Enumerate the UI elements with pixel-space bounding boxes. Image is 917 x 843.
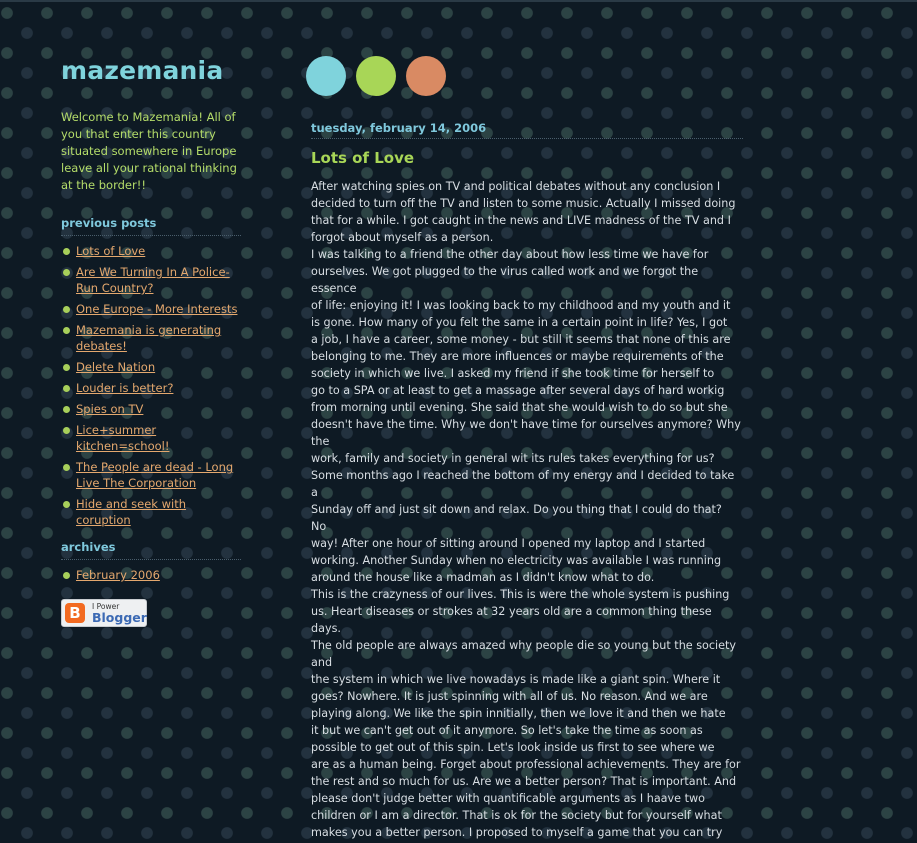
list-item bbox=[61, 496, 241, 528]
post-body-line: playing along. We like the spin innitially, then we love it and then we hate bbox=[311, 707, 726, 720]
post-body-line: of life: enjoying it! I was looking back to my childhood and my youth and it bbox=[311, 299, 731, 312]
post-body-line: the system in which we live nowadays is made like a giant spin. Where it bbox=[311, 673, 721, 686]
post-body-line: children or I am a director. That is ok for the society but for yourself what bbox=[311, 809, 722, 822]
bullet-icon bbox=[63, 364, 70, 371]
post-body-line: it but we can't get out of it anymore. So let's take the time as soon as bbox=[311, 724, 703, 737]
post-body-line: working. Another Sunday when no electricity was available I was running bbox=[311, 554, 722, 567]
bullet-icon bbox=[63, 306, 70, 313]
post-body-line: is gone. How many of you felt the same in a certain point in life? Yes, I got bbox=[311, 316, 728, 329]
post-title: Lots of Love bbox=[311, 149, 415, 167]
bullet-icon bbox=[63, 385, 70, 392]
post-body-line: us. Heart diseases or strokes at 32 years old are a common thing these bbox=[311, 605, 712, 618]
post-body-line: I was talking to a friend the other day about how less time we have for bbox=[311, 248, 709, 261]
previous-posts-heading: previous posts bbox=[61, 216, 241, 236]
previous-post-link[interactable]: Hide and seek with coruption bbox=[76, 497, 187, 527]
previous-post-link[interactable]: Louder is better? bbox=[76, 381, 174, 395]
post-body-line: go to a SPA or at least to get a massage after several days of hard workig bbox=[311, 384, 725, 397]
post-body-line: please don't judge better with quantificable arguments as I haave two bbox=[311, 792, 705, 805]
blog-description: Welcome to Mazemania! All of you that enter this country situated somewhere in Europe leave all your rational thinking at the border!! bbox=[61, 110, 237, 192]
post-date: tuesday, february 14, 2006 bbox=[311, 121, 743, 139]
list-item bbox=[61, 301, 241, 317]
bullet-icon bbox=[63, 501, 70, 508]
bullet-icon bbox=[63, 269, 70, 276]
previous-post-link[interactable]: One Europe - More Interests bbox=[76, 302, 238, 316]
post-body-line: makes you a better person. I proposed to myself a game that you can try bbox=[311, 826, 723, 839]
list-item bbox=[61, 567, 241, 583]
post-body-line: ourselves. We got plugged to the virus called work and we forgot the bbox=[311, 265, 699, 278]
post-body-line: Some months ago I reached the bottom of my energy and I decided to take bbox=[311, 469, 735, 482]
list-item bbox=[61, 401, 241, 417]
post-body-line: the bbox=[311, 435, 330, 448]
top-border bbox=[0, 0, 917, 2]
post-body-line: from morning until evening. She said that she would wish to do so but she bbox=[311, 401, 728, 414]
post-body-line: around the house like a madman as I didn't know what to do. bbox=[311, 571, 655, 584]
post-body-line: way! After one hour of sitting around I opened my laptop and I started bbox=[311, 537, 706, 550]
post-body-line: essence bbox=[311, 282, 357, 295]
post-body-line: doesn't have the time. Why we don't have time for ourselves anymore? Why bbox=[311, 418, 741, 431]
post-body bbox=[311, 178, 743, 841]
post-body-line: belonging to me. They are more influences or maybe requirements of the bbox=[311, 350, 724, 363]
post-body-line: This is the crazyness of our lives. This is were the whole system is pushing bbox=[311, 588, 730, 601]
bullet-icon bbox=[63, 427, 70, 434]
post-body-line: days. bbox=[311, 622, 341, 635]
previous-post-link[interactable]: Mazemania is generating debates! bbox=[76, 323, 222, 353]
archives-heading: archives bbox=[61, 540, 241, 560]
badge-small-text: I Power bbox=[92, 602, 120, 611]
previous-post-link[interactable]: The People are dead - Long Live The Corporation bbox=[76, 460, 234, 490]
list-item bbox=[61, 380, 241, 396]
post-body-line: work, family and society in general wit its rules takes everything for us? bbox=[311, 452, 715, 465]
post-body-line: are as a human being. Forget about professional achievements. They are for bbox=[311, 758, 741, 771]
cyan-circle bbox=[306, 56, 346, 96]
orange-circle bbox=[406, 56, 446, 96]
previous-post-link[interactable]: Spies on TV bbox=[76, 402, 144, 416]
post-body-line: Sunday off and just sit down and relax. Do you thing that I could do that? bbox=[311, 503, 722, 516]
bullet-icon bbox=[63, 327, 70, 334]
powered-by-blogger-badge[interactable] bbox=[61, 599, 147, 627]
bullet-icon bbox=[63, 464, 70, 471]
list-item bbox=[61, 359, 241, 375]
post-body-line: and bbox=[311, 656, 333, 669]
blog-title[interactable]: mazemania bbox=[61, 56, 224, 85]
blogger-icon: B bbox=[65, 603, 85, 623]
previous-post-link[interactable]: Delete Nation bbox=[76, 360, 156, 374]
list-item bbox=[61, 459, 241, 491]
post-body-line: goes? Nowhere. It is just spinning with all of us. No reason. And we are bbox=[311, 690, 708, 703]
post-body-line: forgot about myself as a person. bbox=[311, 231, 494, 244]
post-body-line: a bbox=[311, 486, 318, 499]
list-item bbox=[61, 243, 241, 259]
post-body-line: decided to turn off the TV and listen to some music. Actually I missed doing bbox=[311, 197, 736, 210]
badge-big-text: Blogger bbox=[92, 610, 147, 625]
bullet-icon bbox=[63, 572, 70, 579]
post-body-line: After watching spies on TV and political debates without any conclusion I bbox=[311, 180, 721, 193]
green-circle bbox=[356, 56, 396, 96]
post-body-line: No bbox=[311, 520, 327, 533]
archives-list bbox=[61, 567, 241, 588]
list-item bbox=[61, 422, 241, 454]
post-body-line: society in which we live. I asked my friend if she took time for herself to bbox=[311, 367, 715, 380]
list-item bbox=[61, 264, 241, 296]
previous-posts-list bbox=[61, 243, 241, 533]
post-body-line: The old people are always amazed why people die so young but the society bbox=[311, 639, 737, 652]
previous-post-link[interactable]: Lots of Love bbox=[76, 244, 146, 258]
bullet-icon bbox=[63, 248, 70, 255]
previous-post-link[interactable]: Are We Turning In A Police-Run Country? bbox=[76, 265, 230, 295]
list-item bbox=[61, 322, 241, 354]
post-body-line: the rest and so much for us. Are we a better person? That is important. And bbox=[311, 775, 737, 788]
post-body-line: a job, I have a career, some money - but still it seems that none of this are bbox=[311, 333, 731, 346]
post-body-line: possible to get out of this spin. Let's look inside us first to see where we bbox=[311, 741, 715, 754]
previous-post-link[interactable]: Lice+summer kitchen=school! bbox=[76, 423, 170, 453]
archive-link[interactable]: February 2006 bbox=[76, 568, 160, 582]
post-body-line: that for a while. I got caught in the news and LIVE madness of the TV and I bbox=[311, 214, 731, 227]
bullet-icon bbox=[63, 406, 70, 413]
